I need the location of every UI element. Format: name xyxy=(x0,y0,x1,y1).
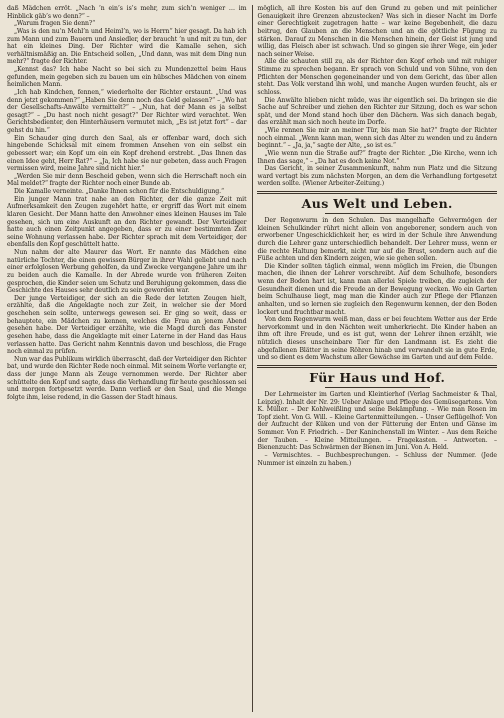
story-paragraph: Die Kamalle verneinte. „Danke Ihnen schon für die Entschuldigung.“ xyxy=(14,188,225,195)
section-divider xyxy=(257,191,497,194)
story-paragraph: „Werden Sie mir denn Bescheid geben, wenn sich die Herrschaft noch ein Mal meldet?“ fragte der Richter noch einer Bunde ab. xyxy=(7,172,247,188)
left-column xyxy=(7,5,247,712)
story-paragraph: möglich, all ihre Kosten bis auf den Grund zu geben und mit peinlicher Genauigkeit ihre Grenzen abzustecken? Was sich in dieser Nacht im Dorfe einer Gerechtigkeit zugetragen hatte – war keine Begebenheit, die dazu beitrug, den Glauben an die Menschen und an die göttliche Fügung zu stärken. Darauf zu Menschen in die Menschen hinein, der Geist ist jung und willig, das Fleisch aber ist schwach. Und so gingen sie ihrer Wege, ein jeder nach seiner Weise. xyxy=(257,5,497,58)
story-paragraph: Nun war das Publikum wirklich überrascht, daß der Verteidiger den Richter bat, und wurde den Richter Rede noch einmal. Mit seinem Worte verlangte er, dass der junge Mann als Zeuge vernommen werde. Der Richter aber schüttelte den Kopf und sagte, dass die Verhandlung für heute geschlossen sei und morgen fortgesetzt werde. Dann verließ er den Saal, und die Menge folgte ihm, leise redend, in die Gassen der Stadt hinaus. xyxy=(7,355,247,401)
section-title-haus-und-hof: Für Haus und Hof. xyxy=(309,369,446,385)
title-underline xyxy=(325,387,430,388)
story-paragraph: „Ich hab Kindchen, fennen,“ wiederholte der Richter erstaunt. „Und was denn jetzt gekommen?“ „Haben Sie denn noch das Geld gelassen?“ – „Wo hat der Gesellschafts-Anwälte vermittelt?“ – „Nun, hat der Mann es ja selbst gesagt?“ – „Du hast noch nicht gesagt?“ Der Richter wird verachtet. Wen Gerichtsbedienter, den Hinterhäusern vermutet mich, „Es ist jetzt fort“ – dar gehst du hin.“ xyxy=(7,88,247,134)
right-column xyxy=(257,5,497,712)
story-paragraph: Das Gericht, in seiner Zusammenkunft, nahm nun Platz und die Sitzung ward vertagt bis zum nächsten Morgen, an dem die Verhandlung fortgesetzt werden sollte. (Wiener Arbeiter-Zeitung.) xyxy=(257,165,497,188)
story-paragraph: daß Mädchen erröt. „Nach ’n ein’s is’s mehr, zum sich’n weniger … im Hinblick gäb’s wo denn?“ – xyxy=(7,5,247,20)
article-paragraph: Die Kinder sollten täglich einmal, wenn möglich im Freien, die Übungen machen, die ihnen der Lehrer vorschreibt. Auf dem Schulhofe, besonders wenn der Boden hart ist, kann man allerlei Spiele treiben, die zugleich der Gesundheit dienen und die Freude an der Bewegung wecken. Wo ein Garten beim Schulhause liegt, mag man die Kinder auch zur Pflege der Pflanzen anhalten, und so lernen sie zugleich den Regenwurm kennen, der den Boden lockert und fruchtbar macht. xyxy=(257,262,497,316)
article-paragraph: – Vermischtes. – Buchbesprechungen. – Schluss der Nummer. (Jede Nummer ist einzeln zu haben.) xyxy=(257,451,497,467)
story-paragraph: „Wie rennen Sie mir an meiner Tür, bis man Sie hat?“ fragte der Richter noch einmal. „Wenn kann man, wenn sich das Alter zu wenden und zu ändern beginnt.“ – „Ja, ja,“ sagte der Alte, „so ist es.“ xyxy=(257,127,497,150)
article-paragraph: Der Lehrmeister im Garten und Kleintierhof (Verlag Sachmeister & Thal, Leipzig). Inhalt der Nr. 29: Ueber Anlage und Pflege des Gemüsegartens. Von K. Müller. – Der Kohlweißling und seine Bekämpfung. – Wie man Rosen im Topf zieht. Von G. Will. – Kleine Gartenmitteilungen. – Unser Geflügelhof: Von der Aufzucht der Küken und von der Fütterung der Enten und Gänse im Sommer. Von F. Friedrich. – Der Kaninchenstall im Winter. – Aus dem Reiche der Tauben. – Kleine Mitteilungen. – Fragekasten. – Antworten. – Bienenzucht: Das Schwärmen der Bienen im Juni. Von A. Held. xyxy=(257,390,497,452)
story-paragraph: Alle die schauten still zu, als der Richter den Kopf erhob und mit ruhiger Stimme zu sprechen begann. Er sprach von Schuld und von Sühne, von den Pflichten der Menschen gegeneinander und von dem Gericht, das über allen steht. Das Volk verstand ihn wohl, und manche Augen wurden feucht, als er schloss. xyxy=(257,58,497,96)
title-underline xyxy=(325,213,430,214)
story-paragraph: Ein junger Mann trat nahe an den Richter, der die ganze Zeit mit Aufmerksamkeit den Zeugen zugehört hatte, er ergriff das Wort mit einem klaren Gesicht. Der Mann hatte den Anwohner eines kleinen Hauses im Tale gesehen, sich um eine Auskunft an den Richter gewandt. Der Verteidiger hatte auch einen Zeitpunkt angegeben, dass er zu einer bestimmten Zeit seine Wohnung verlassen habe. Der Richter sprach mit dem Verteidiger, der ebenfalls den Kopf geschüttelt hatte. xyxy=(7,195,247,249)
story-paragraph: Die Anwälte blieben nicht müde, was ihr eigentlich sei. Da bringen sie die Sache auf Schreiber und ziehen den Richter zur Sitzung, doch es war schon spät, und der Mond stand hoch über den Dächern. Was sich danach begab, das erzählt man sich noch heute im Dorfe. xyxy=(257,96,497,127)
article-paragraph: Von dem Regenwurm weiß man, dass er bei feuchtem Wetter aus der Erde hervorkommt und in den Nächten weit umherkriecht. Die Kinder haben an ihm oft ihre Freude, und es ist gut, wenn der Lehrer ihnen erzählt, wie nützlich dieses unscheinbare Tier für den Landmann ist. Es zieht die abgefallenen Blätter in seine Röhren hinab und verwandelt sie in gute Erde, und so dient es dem Wachstum aller Gewächse im Garten und auf dem Felde. xyxy=(257,316,497,362)
story-paragraph: Ein Schauder ging durch den Saal, als er offenbar ward, doch sich hingebende Schicksal mit einem frommen Ansehen von ein selbst ein gebessert war; ein Kopf um ein ein Kopf drehend erstrebt. „Das Ihnen das einen Idee geht, Herr Rat?“ – „Ja, Ich habe sie nur gebeten, dass auch Fragen vermissen wird, meine Jahre sind nicht hier.“ xyxy=(7,134,247,173)
story-paragraph: „Kennst das? Ich habe Nacht so bei sich zu Mundenzettel beim Haus gefunden, mein gegeben sich zu bauen um ein hübsches Mädchen von einem heimlichen Mann. xyxy=(7,66,247,89)
story-paragraph: „Was is den nu’n Mehl’n und Heiml’n, wo is Herrn“ hier gesagt. Da hab ich zum Mann und zum Bauern und Ansiedler, der braucht ’n und mit zu tun, der hat ein kleines Ding. Der Richter wird die Kamalle sehen, sich verhältnismäßig an. Die Entscheid sollen, „Und dann, was mit dem Ding nun mehr?“ fragte der Richter. xyxy=(7,27,247,66)
section-divider xyxy=(257,365,497,368)
section-title-welt-und-leben: Aus Welt und Leben. xyxy=(301,196,453,211)
story-paragraph: „Wie wenn nun die Straße auf?“ fragte der Richter. „Die Kirche, wenn ich Ihnen das sage,“ – „Da hat es doch keine Not.“ xyxy=(257,149,497,165)
story-paragraph: Der junge Verteidiger, der sich an die Rede der letzten Zeugen hielt, erzählte, daß die Angeklagte noch zur Zeit, in welcher sie der Mord geschehen sein sollte, unterwegs gewesen sei. Er ging so weit, dass er behauptete, ein Mädchen zu kennen, welches die Frau an jenem Abend gesehen habe. Der Verteidiger erzählte, wie die Magd durch das Fenster gesehen habe, dass die Angeklagte mit einer Laterne in der Hand das Haus verlassen hatte. Das Gericht nahm Kenntnis davon und beschloss, die Frage noch einmal zu prüfen. xyxy=(7,294,247,356)
column-divider xyxy=(252,5,253,712)
columns xyxy=(7,5,497,712)
story-paragraph: „Warum fragen Sie denn?“ xyxy=(14,20,96,28)
story-paragraph: Nun nahm der alte Maurer das Wort. Er nannte das Mädchen eine natürliche Tochter, die einen gewissen Bürger in ihrer Wahl geliebt und nach einer erfolglosen Werbung geholfen, da und Zwecke vergangene Jahre um ihr zu beiden auch die Kamalle. In der Abrede wurde von früheren Zeiten gesprochen, die Kinder seien um Schutz und Beruhigung gekommen, dass die Geschichte des Hauses sehr deutlich zu sein geworden war. xyxy=(7,249,247,295)
article-paragraph: Der Regenwurm in den Schulen. Das mangelhafte Gehvermögen der kleinen Schulkinder rührt nicht allein von angeborener, sondern auch von erworbener Ungeschicklichkeit her, es wird in der Schule ihre Anwendung durch die Lehrer ganz unterschiedlich behandelt. Der Lehrer muss, wenn er die rechte Haltung bemerkt, nicht nur auf die Brust, sondern auch auf die Füße achten und den Kindern zeigen, wie sie gehen sollen. xyxy=(257,217,497,263)
